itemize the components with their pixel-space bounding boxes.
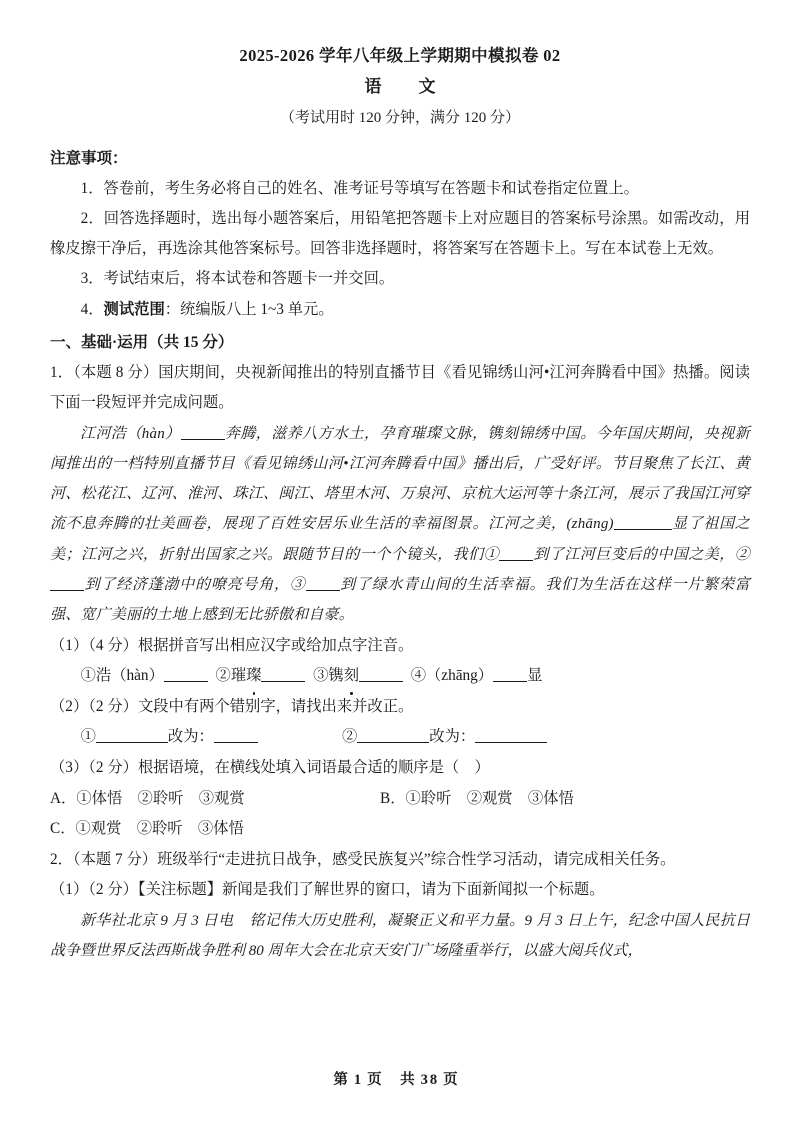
question-1-options-row-2 [50,814,750,845]
sub1-item-4-label: ④（zhāng） [410,667,494,685]
news-paragraph: 铭记伟大历史胜利，凝聚正义和平力量。9 月 3 日上午，纪念中国人民抗日战争暨世界反法西斯战争胜利 80 周年大会在北京天安门广场隆重举行，以盛大阅兵仪式， [50,912,750,959]
question-1-stem: 1．（本题 8 分）国庆期间，央视新闻推出的特别直播节目《看见锦绣山河•江河奔腾看中国》热播。阅读下面一段短评并完成问题。 [50,363,750,412]
question-2-sub-1-label: （1）（2 分）【关注标题】新闻是我们了解世界的窗口，请为下面新闻拟一个标题。 [50,881,605,899]
question-2-news-text [50,906,750,967]
notice-item-4-label: 测试范围 [103,300,165,318]
sub1-item-2-label-a: ②璀 [215,667,247,685]
footer-prefix: 第 [333,1072,350,1088]
passage-blank-b [614,529,672,530]
sub1-item-1-label: ①浩（hàn） [80,667,164,685]
question-1-sub-1-label: （1）（4 分）根据拼音写出相应汉字或给加点字注音。 [50,636,414,654]
option-b[interactable]: B．①聆听 ②观赏 ③体悟 [380,789,574,807]
notice-item-4-rest: ：统编版八上 1~3 单元。 [164,300,334,318]
sub2-blank-1-mid: 改为： [167,728,214,746]
passage-seg-4: 到了江河巨变后的中国之美，② [533,546,750,563]
sub2-blank-2-marker: ② [341,728,358,746]
option-c[interactable]: C．①观赏 ②聆听 ③体悟 [50,820,244,838]
passage-blank-3 [306,590,340,591]
footer-page-number: 1 [353,1072,364,1088]
page-title: 2025-2026 学年八年级上学期期中模拟卷 02 [239,46,561,65]
sub1-item-3-dotted-char: 刻 [344,661,359,692]
page-content [50,44,750,966]
section-heading-1: 一、基础·运用（共 15 分） [50,333,234,351]
passage-blank-1 [499,560,533,561]
page-footer [0,1068,793,1089]
notice-item-3: 3．考试结束后，将本试卷和答题卡一并交回。 [80,270,395,288]
passage-seg-3: 显了祖国之美；江河之兴，折射出国家之兴。跟随节目的一个个镜头，我们① [50,516,750,563]
footer-suffix: 页 [443,1072,460,1088]
question-1-sub-2-label: （2）（2 分）文段中有两个错别字，请找出来并改正。 [50,697,414,715]
notice-item-4 [50,295,750,325]
option-a[interactable]: A．①体悟 ②聆听 ③观赏 [50,789,245,807]
question-1-sub-3-label: （3）（2 分）根据语境，在横线处填入词语最合适的顺序是（ ） [50,759,490,776]
passage-seg-5: 到了经济蓬渤中的嘹亮号角，③ [84,577,306,594]
passage-seg-1: 江河浩（hàn） [80,425,181,442]
sub1-item-2-blank[interactable] [261,681,305,682]
sub2-blank-2-mid: 改为： [429,728,476,746]
footer-middle: 页 共 [367,1072,417,1088]
sub1-item-3-label-a: ③镌 [313,667,344,685]
passage-seg-2: 奔腾，滋养八方水土，孕育璀璨文脉，镌刻锦绣中国。今年国庆期间，央视新闻推出的一档特别直播节目《看见锦绣山河•江河奔腾看中国》播出后，广受好评。节目聚焦了长江、黄河、松花江、辽河、淮河、珠江、闽江、塔里木河、万泉河、京杭大运河等十条江河，展示了我国江河穿流不息奔腾的壮美画卷，展现了百姓安居乐业生活的幸福图景。江河之美，(zhāng) [50,425,750,533]
sub2-blank-1-marker: ① [80,728,96,746]
footer-total-pages: 38 [420,1072,440,1088]
notice-item-1: 1．答卷前，考生务必将自己的姓名、准考证号等填写在答题卡和试卷指定位置上。 [80,179,639,197]
passage-blank-a [181,439,225,440]
subject-title: 语 文 [364,76,446,96]
sub2-correct-char-2-blank[interactable] [475,742,547,743]
passage-blank-2 [50,590,84,591]
sub2-correct-char-1-blank[interactable] [214,742,258,743]
exam-meta: （考试用时 120 分钟，满分 120 分） [279,109,520,126]
sub1-item-4-blank[interactable] [493,681,527,682]
notice-heading: 注意事项： [50,150,128,168]
notice-item-4-prefix: 4． [80,300,104,318]
notice-item-2: 2．回答选择题时，选出每小题答案后，用铅笔把答题卡上对应题目的答案标号涂黑。如需改动，用橡皮擦干净后，再选涂其他答案标号。回答非选择题时，将答案写在答题卡上。写在本试卷上无效。 [50,209,750,258]
question-1-sub-2-answers [50,722,750,753]
news-dateline: 新华社北京 9 月 3 日电 [80,912,234,929]
sub2-wrong-char-1-blank[interactable] [96,742,168,743]
question-1-sub-1-answers [50,661,750,692]
question-2-stem: 2．（本题 7 分）班级举行“走进抗日战争，感受民族复兴”综合性学习活动，请完成相关任务。 [50,850,676,868]
sub1-item-1-blank[interactable] [164,681,208,682]
question-1-passage [50,419,750,631]
sub2-wrong-char-2-blank[interactable] [357,742,429,743]
passage-seg-6: 到了绿水青山间的生活幸福。我们为生活在这样一片繁荣富强、宽广美丽的土地上感到无比骄傲和自豪。 [50,577,750,624]
sub1-item-3-blank[interactable] [359,681,403,682]
sub1-item-4-suffix: 显 [527,667,543,685]
question-1-options-row-1 [50,784,750,815]
sub1-item-2-dotted-char: 璨 [246,661,261,692]
